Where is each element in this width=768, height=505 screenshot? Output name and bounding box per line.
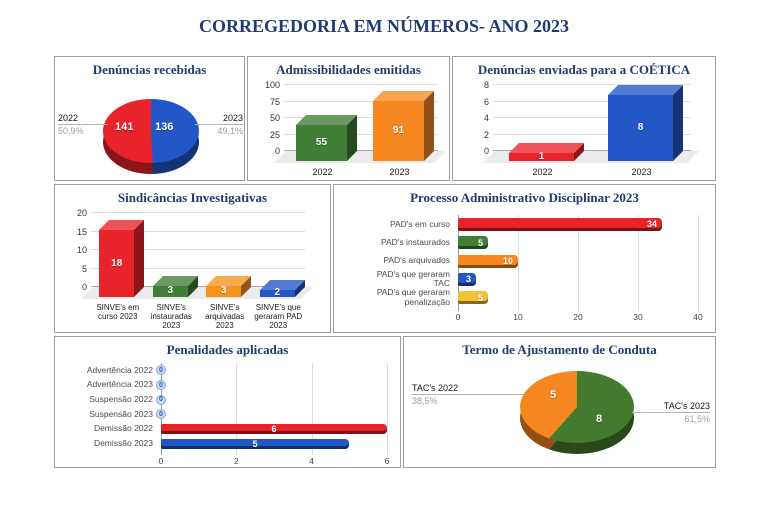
bar [458, 273, 476, 286]
bar-3d [153, 286, 188, 297]
bar-side-face [424, 91, 434, 161]
plot-area [158, 363, 390, 466]
y-tick-label: 75 [269, 96, 280, 107]
gridline [387, 363, 388, 455]
pie-callout-tac-2022 [412, 383, 524, 406]
x-tick-label: 0 [455, 312, 461, 322]
zero-marker: 0 [156, 409, 166, 419]
plot-area [264, 80, 438, 156]
y-tick-label: 100 [264, 80, 280, 90]
category-label: SINVE's que geraram PAD 2023 [254, 303, 303, 331]
bar-value-label: 2 [274, 287, 281, 299]
row-label: Demissão 2022 [93, 423, 153, 434]
panel-title: Processo Administrativo Disciplinar 2023 [410, 190, 639, 205]
row-label: Advertência 2023 [86, 379, 153, 390]
gridline [698, 215, 699, 311]
pie-value-2023: 136 [155, 121, 174, 133]
y-tick-label: 5 [81, 263, 87, 274]
gridline [91, 212, 305, 213]
bar-value-label: 5 [477, 237, 483, 248]
zero-marker: 0 [156, 395, 166, 405]
bar [161, 439, 349, 449]
hbar-chart-penalidades [55, 337, 400, 467]
gridline [284, 84, 438, 85]
panel-title: Admissibilidades emitidas [276, 62, 421, 77]
callout-percent: 50,9% [58, 126, 84, 136]
panel-denuncias-recebidas [54, 56, 245, 181]
bar-3d [99, 230, 134, 297]
bar-front-face [509, 150, 574, 162]
y-tick-label: 8 [483, 80, 489, 90]
callout-label: TAC's 2022 [412, 383, 524, 395]
callout-label: TAC's 2023 [632, 401, 710, 413]
bar-value-label: 3 [465, 274, 471, 285]
panel-penalidades [54, 336, 401, 468]
y-tick-label: 25 [269, 129, 280, 140]
bar-value-label: 6 [271, 424, 277, 434]
column-chart-sindicancias [55, 185, 330, 332]
bar-value-label: 18 [111, 257, 123, 269]
callout-label: 2022 [58, 113, 108, 125]
bar-value-label: 5 [477, 292, 483, 303]
x-tick-label: 30 [633, 312, 643, 322]
pie [520, 371, 634, 443]
y-tick-label: 2 [483, 129, 489, 140]
row-label: PAD's instaurados [380, 236, 450, 247]
row-label: PAD's em curso [389, 218, 450, 229]
row-label: Demissão 2023 [93, 437, 153, 448]
bar-front-face [608, 95, 673, 161]
bar-front-face [296, 125, 347, 161]
panel-title: Penalidades aplicadas [166, 342, 289, 357]
y-tick-label: 0 [274, 146, 280, 156]
pie-chart-denuncias [55, 57, 244, 180]
plot-area [455, 215, 703, 322]
bar-value-label: 1 [538, 150, 545, 162]
row-label: Suspensão 2022 [89, 393, 153, 404]
bar-top-face [608, 85, 683, 95]
panel-sindicancias [54, 184, 331, 333]
y-tick-label: 0 [483, 146, 489, 156]
panel-title: Denúncias recebidas [92, 62, 207, 77]
bar-value-label: 10 [502, 256, 513, 266]
bar-value-label: 91 [392, 124, 405, 136]
bar-front-face [99, 230, 134, 297]
pie-value-tac-2022: 5 [550, 389, 557, 401]
bar [458, 218, 662, 231]
bar [161, 424, 387, 434]
plot-area [76, 208, 305, 299]
bar-value-label: 5 [252, 438, 258, 449]
category-label: SINVE's em curso 2023 [96, 303, 140, 322]
dashboard [54, 56, 716, 468]
column-chart-admissibilidades [248, 57, 449, 180]
column-chart-coetica [453, 57, 715, 180]
panel-title: Sindicâncias Investigativas [117, 190, 268, 205]
x-tick-label: 2 [233, 456, 239, 466]
x-tick-label: 4 [309, 456, 315, 466]
page-title: CORREGEDORIA EM NÚMEROS- ANO 2023 [198, 16, 570, 36]
category-label: 2023 [389, 167, 410, 177]
panel-title: Termo de Ajustamento de Conduta [462, 342, 657, 357]
callout-percent: 49,1% [217, 126, 243, 136]
bar-3d [509, 150, 574, 162]
category-label: 2022 [312, 167, 333, 177]
callout-percent: 38,5% [412, 396, 438, 406]
category-label: SINVE's instauradas 2023 [150, 303, 192, 331]
hbar-chart-pad [334, 185, 715, 332]
bar-3d [608, 95, 673, 161]
panel-tac [403, 336, 716, 468]
bar-value-label: 3 [167, 285, 174, 297]
pie-callout-2022 [58, 113, 108, 136]
row-label: Suspensão 2023 [89, 408, 153, 419]
zero-marker: 0 [156, 365, 166, 375]
pie-callout-tac-2023 [632, 401, 710, 424]
x-tick-label: 0 [158, 456, 164, 466]
x-tick-label: 20 [573, 312, 583, 322]
zero-marker: 0 [156, 380, 166, 390]
x-tick-label: 6 [384, 456, 390, 466]
row-label: PAD's arquivados [383, 255, 450, 266]
x-tick-label: 40 [693, 312, 703, 322]
bar-front-face [260, 287, 295, 299]
bar-value-label: 8 [637, 122, 644, 133]
bar-front-face [373, 101, 424, 161]
y-tick-label: 50 [269, 113, 280, 123]
bar-3d [296, 125, 347, 161]
y-tick-label: 10 [76, 245, 87, 255]
bar-top-face [509, 143, 584, 153]
panel-admissibilidades [247, 56, 450, 181]
pie-value-2022: 141 [115, 121, 134, 133]
row-label: PAD's que geraram TAC [376, 269, 450, 289]
category-label: 2023 [631, 167, 652, 177]
row-label: PAD's que geraram penalização [376, 287, 450, 307]
y-tick-label: 20 [76, 208, 87, 218]
bar-value-label: 55 [315, 136, 328, 148]
bar-side-face [134, 220, 144, 297]
pie-chart-tac [404, 337, 715, 467]
y-tick-label: 4 [483, 113, 489, 123]
panel-pad-2023 [333, 184, 716, 333]
callout-percent: 61,5% [684, 414, 710, 424]
bar-front-face [153, 286, 188, 297]
bar-value-label: 34 [646, 219, 657, 230]
bar-front-face [206, 286, 241, 297]
bar [458, 291, 488, 304]
plot-area [483, 80, 691, 162]
category-label: SINVE's arquivadas 2023 [205, 303, 245, 331]
y-tick-label: 15 [76, 226, 87, 237]
bar [458, 236, 488, 249]
x-tick-label: 10 [513, 312, 523, 322]
row-label: Advertência 2022 [86, 364, 153, 375]
bar-3d [373, 101, 424, 161]
bar-value-label: 3 [220, 285, 227, 297]
y-tick-label: 6 [483, 96, 489, 107]
y-tick-label: 0 [81, 282, 87, 292]
panel-title: Denúncias enviadas para a COÉTICA [477, 62, 691, 77]
bar [458, 255, 518, 268]
bar-side-face [673, 85, 683, 161]
bar-3d [206, 286, 241, 297]
pie-callout-2023 [195, 113, 243, 136]
callout-label: 2023 [195, 113, 243, 125]
panel-denuncias-coetica [452, 56, 716, 181]
category-label: 2022 [532, 167, 553, 177]
pie-value-tac-2023: 8 [596, 413, 603, 425]
bar-3d [260, 287, 295, 299]
